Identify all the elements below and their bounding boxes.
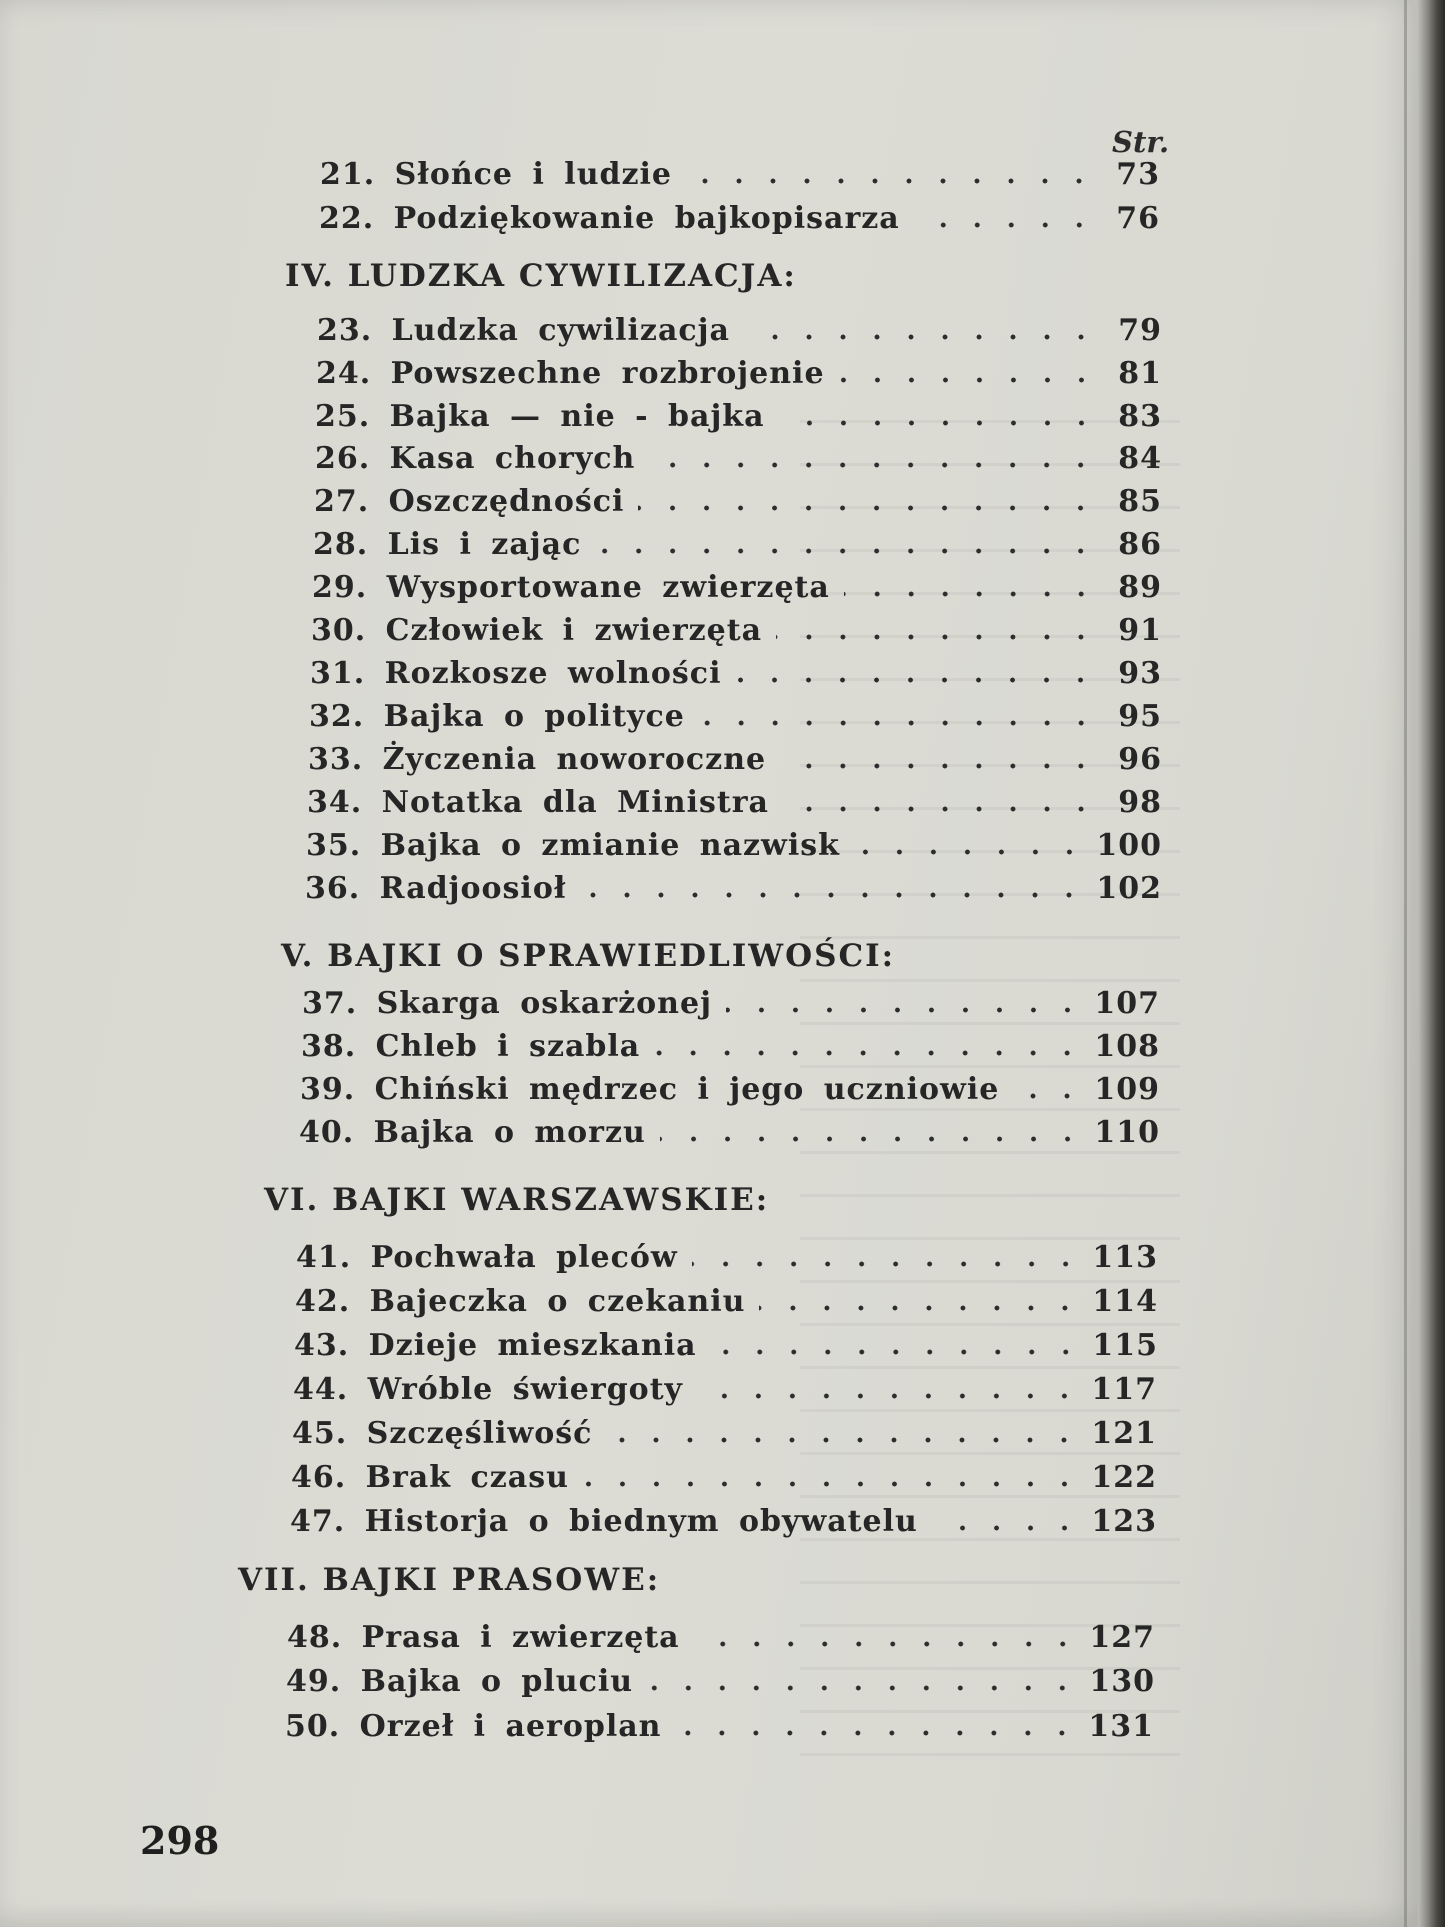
toc-entry (308, 737, 1162, 777)
toc-entry (307, 780, 1162, 820)
dot-leader (932, 1523, 1082, 1533)
toc-entry-title: 32. Bajka o polityce (309, 699, 685, 734)
dot-leader (779, 418, 1098, 428)
toc-entry (320, 152, 1160, 192)
toc-entry (292, 1411, 1157, 1451)
dot-leader (780, 761, 1098, 771)
dot-leader (711, 1347, 1083, 1357)
dot-leader (686, 176, 1096, 186)
dot-leader (699, 718, 1098, 728)
section-heading: VII. BAJKI PRASOWE: (238, 1562, 661, 1598)
dot-leader (580, 890, 1086, 900)
dot-leader (735, 675, 1098, 685)
toc-entry-page: 109 (1094, 1072, 1160, 1107)
toc-entry (299, 1110, 1160, 1150)
toc-entry-page: 86 (1118, 527, 1162, 562)
toc-entry-title: 44. Wróble świergoty (293, 1372, 683, 1407)
toc-entry-page: 102 (1096, 871, 1162, 906)
toc-entry (296, 1235, 1158, 1275)
toc-entry (319, 196, 1160, 236)
toc-entry-page: 100 (1096, 828, 1162, 863)
toc-entry-page: 96 (1118, 742, 1162, 777)
dot-leader (744, 332, 1098, 342)
toc-entry (287, 1615, 1155, 1655)
toc-entry-title: 43. Dzieje mieszkania (294, 1328, 697, 1363)
toc-entry-title: 23. Ludzka cywilizacja (317, 313, 730, 348)
toc-entry (306, 823, 1162, 863)
dot-leader (692, 1259, 1083, 1269)
toc-entry (316, 351, 1162, 391)
toc-entry-title: 41. Pochwała pleców (296, 1240, 678, 1275)
toc-entry (290, 1499, 1157, 1539)
toc-entry-title: 48. Prasa i zwierzęta (287, 1620, 680, 1655)
toc-entry-title: 26. Kasa chorych (315, 441, 636, 476)
toc-entry (314, 479, 1162, 519)
dot-leader (583, 1479, 1081, 1489)
toc-entry-title: 49. Bajka o pluciu (286, 1664, 634, 1699)
toc-entry-page: 73 (1116, 157, 1160, 192)
toc-entry-page: 81 (1118, 356, 1162, 391)
dot-leader (914, 220, 1096, 230)
toc-entry-page: 76 (1116, 201, 1160, 236)
toc-entry-title: 47. Historja o biednym obywatelu (290, 1504, 918, 1539)
toc-entry-title: 21. Słońce i ludzie (320, 157, 673, 192)
toc-entry-title: 35. Bajka o zmianie nazwisk (306, 828, 840, 863)
toc-entry-page: 93 (1118, 656, 1162, 691)
toc-entry-page: 114 (1092, 1284, 1158, 1319)
toc-entry-page: 127 (1089, 1620, 1155, 1655)
dot-leader (654, 1048, 1084, 1058)
dot-leader (676, 1728, 1079, 1738)
toc-entry-page: 91 (1118, 613, 1162, 648)
toc-entry-page: 84 (1118, 441, 1162, 476)
toc-entry (291, 1455, 1157, 1495)
toc-entry (309, 694, 1162, 734)
toc-entry-title: 40. Bajka o morzu (299, 1115, 646, 1150)
toc-entry-title: 50. Orzeł i aeroplan (285, 1709, 662, 1744)
toc-entry (312, 565, 1162, 605)
toc-entry-title: 29. Wysportowane zwierzęta (312, 570, 830, 605)
toc-entry-title: 22. Podziękowanie bajkopisarza (319, 201, 900, 236)
toc-entry-title: 46. Brak czasu (291, 1460, 569, 1495)
toc-entry-page: 107 (1094, 986, 1160, 1021)
dot-leader (649, 460, 1098, 470)
toc-entry-page: 95 (1118, 699, 1162, 734)
dot-leader (726, 1005, 1084, 1015)
toc-entry-page: 130 (1089, 1664, 1155, 1699)
toc-entry-page: 115 (1092, 1328, 1158, 1363)
toc-entry-title: 42. Bajeczka o czekaniu (295, 1284, 746, 1319)
toc-entry (305, 866, 1162, 906)
toc-entry-page: 85 (1118, 484, 1162, 519)
toc-entry-title: 31. Rozkosze wolności (310, 656, 722, 691)
toc-entry (310, 651, 1162, 691)
dot-leader (844, 589, 1098, 599)
dot-leader (1013, 1091, 1084, 1101)
toc-entry-title: 27. Oszczędności (314, 484, 625, 519)
toc-entry-page: 110 (1094, 1115, 1160, 1150)
toc-entry-title: 37. Skarga oskarżonej (302, 986, 712, 1021)
toc-entry-title: 25. Bajka — nie - bajka (315, 399, 765, 434)
page-column-header: Str. (1112, 125, 1170, 159)
toc-entry (311, 608, 1162, 648)
toc-entry (317, 308, 1162, 348)
toc-entry-page: 113 (1092, 1240, 1158, 1275)
toc-entry-page: 122 (1091, 1460, 1157, 1495)
toc-entry (315, 394, 1162, 434)
toc-entry-title: 34. Notatka dla Ministra (307, 785, 769, 820)
toc-entry-title: 45. Szczęśliwość (292, 1416, 593, 1451)
toc-entry-title: 39. Chiński mędrzec i jego uczniowie (300, 1072, 1000, 1107)
toc-entry-title: 24. Powszechne rozbrojenie (316, 356, 825, 391)
toc-entry-title: 30. Człowiek i zwierzęta (311, 613, 763, 648)
toc-entry-page: 121 (1091, 1416, 1157, 1451)
dot-leader (694, 1639, 1080, 1649)
toc-entry-page: 79 (1118, 313, 1162, 348)
page-number: 298 (140, 1818, 220, 1863)
toc-entry-page: 108 (1094, 1029, 1160, 1064)
toc-entry-title: 33. Życzenia noworoczne (308, 742, 767, 777)
toc-entry (286, 1659, 1155, 1699)
toc-entry (293, 1367, 1157, 1407)
toc-entry-title: 36. Radjoosioł (305, 871, 567, 906)
dot-leader (606, 1435, 1081, 1445)
dot-leader (647, 1683, 1079, 1693)
dot-leader (759, 1303, 1082, 1313)
toc-entry (285, 1704, 1154, 1744)
dot-leader (697, 1391, 1081, 1401)
toc-entry-title: 28. Lis i zając (313, 527, 582, 562)
toc-entry-page: 98 (1118, 785, 1162, 820)
dot-leader (839, 375, 1098, 385)
dot-leader (595, 546, 1098, 556)
dot-leader (660, 1134, 1085, 1144)
toc-entry-page: 83 (1118, 399, 1162, 434)
toc-entry-page: 131 (1088, 1709, 1154, 1744)
toc-entry (294, 1323, 1158, 1363)
toc-entry (313, 522, 1162, 562)
toc-entry-page: 117 (1091, 1372, 1157, 1407)
dot-leader (638, 503, 1098, 513)
section-heading: VI. BAJKI WARSZAWSKIE: (264, 1182, 770, 1218)
section-heading: IV. LUDZKA CYWILIZACJA: (285, 258, 797, 294)
toc-entry (301, 1024, 1160, 1064)
page-gutter-line (1404, 0, 1407, 1927)
toc-entry-page: 89 (1118, 570, 1162, 605)
section-heading: V. BAJKI O SPRAWIEDLIWOŚCI: (281, 938, 896, 974)
dot-leader (783, 804, 1098, 814)
toc-entry-page: 123 (1091, 1504, 1157, 1539)
toc-entry (300, 1067, 1160, 1107)
toc-entry-title: 38. Chleb i szabla (301, 1029, 641, 1064)
toc-entry (295, 1279, 1158, 1319)
toc-entry (315, 436, 1162, 476)
dot-leader (854, 847, 1086, 857)
dot-leader (776, 632, 1098, 642)
book-spine-shadow (1418, 0, 1445, 1927)
toc-entry (302, 981, 1160, 1021)
